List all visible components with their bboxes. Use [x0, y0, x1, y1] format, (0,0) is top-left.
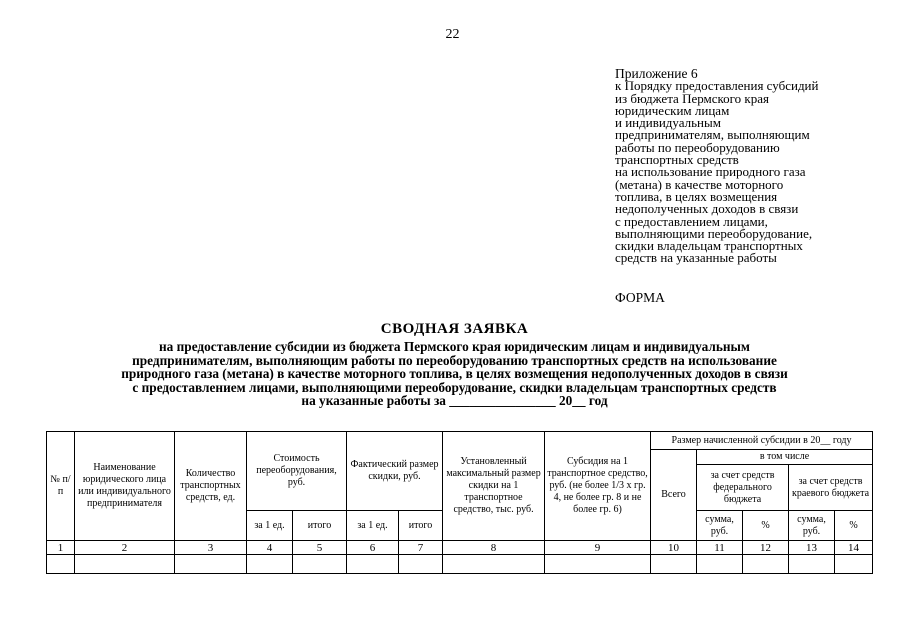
header-cost-per-unit: за 1 ед. [247, 511, 293, 541]
appendix-line: работы по переоборудованию [615, 139, 780, 155]
header-cost-total: итого [293, 511, 347, 541]
empty-cell [789, 555, 835, 574]
summary-table [46, 431, 873, 574]
page-number: 22 [445, 27, 460, 42]
header-max-discount: Установленный максимальный размер скидки на 1 транспортное средство, тыс. руб. [443, 432, 545, 541]
header-regional-sum: сумма, руб. [789, 511, 835, 541]
empty-cell [835, 555, 873, 574]
empty-cell [75, 555, 175, 574]
heading-line: с предоставлением лицами, выполняющими переоборудование, скидки владельцам транспортных средств [132, 379, 777, 395]
header-quantity: Количество транспортных средств, ед. [175, 432, 247, 541]
column-number: 6 [347, 541, 399, 555]
document-heading [40, 321, 869, 408]
appendix-line: предпринимателям, выполняющим [615, 127, 810, 143]
column-number: 4 [247, 541, 293, 555]
appendix-line: к Порядку предоставления субсидий [615, 78, 819, 94]
summary-table-wrapper [46, 431, 872, 574]
appendix-line: скидки владельцам транспортных [615, 238, 803, 254]
empty-cell [697, 555, 743, 574]
column-number: 3 [175, 541, 247, 555]
header-name: Наименование юридического лица или индивидуального предпринимателя [75, 432, 175, 541]
empty-cell [545, 555, 651, 574]
header-discount: Фактический размер скидки, руб. [347, 432, 443, 511]
appendix-line: (метана) в качестве моторного [615, 176, 784, 192]
header-cost: Стоимость переоборудования, руб. [247, 432, 347, 511]
column-number: 5 [293, 541, 347, 555]
empty-cell [47, 555, 75, 574]
column-number: 1 [47, 541, 75, 555]
header-accrued-subsidy: Размер начисленной субсидии в 20__ году [651, 432, 873, 450]
appendix-line: транспортных средств [615, 152, 739, 168]
appendix-line: на использование природного газа [615, 164, 806, 180]
heading-line: предпринимателям, выполняющим работы по переоборудованию транспортных средств на использование [132, 352, 777, 368]
heading-line: на предоставление субсидии из бюджета Пермского края юридическим лицам и индивидуальным [159, 339, 750, 354]
header-total: Всего [651, 450, 697, 541]
appendix-block [615, 68, 875, 304]
appendix-line: недополученных доходов в связи [615, 201, 799, 217]
header-regional-percent: % [835, 511, 873, 541]
column-number: 10 [651, 541, 697, 555]
appendix-line: топлива, в целях возмещения [615, 188, 778, 204]
header-federal: за счет средств федерального бюджета [697, 465, 789, 511]
appendix-line: выполняющими переоборудование, [615, 225, 813, 241]
appendix-line: и индивидуальным [615, 115, 721, 131]
empty-cell [347, 555, 399, 574]
header-federal-sum: сумма, руб. [697, 511, 743, 541]
heading-period: на указанные работы за ________________ 20__ год [301, 393, 608, 409]
document-title: СВОДНАЯ ЗАЯВКА [380, 321, 529, 337]
empty-cell [247, 555, 293, 574]
appendix-title: Приложение 6 [615, 66, 698, 81]
appendix-line: с предоставлением лицами, [615, 213, 768, 229]
column-number: 11 [697, 541, 743, 555]
table-row [47, 555, 873, 574]
header-discount-per-unit: за 1 ед. [347, 511, 399, 541]
form-label: ФОРМА [615, 289, 665, 305]
appendix-line: из бюджета Пермского края [615, 90, 770, 106]
appendix-line: юридическим лицам [615, 102, 730, 118]
empty-cell [651, 555, 697, 574]
column-number: 7 [399, 541, 443, 555]
column-number: 13 [789, 541, 835, 555]
column-number-row [47, 541, 873, 555]
header-federal-percent: % [743, 511, 789, 541]
column-number: 9 [545, 541, 651, 555]
header-including: в том числе [697, 450, 873, 465]
appendix-line: средств на указанные работы [615, 250, 777, 266]
empty-cell [743, 555, 789, 574]
empty-cell [293, 555, 347, 574]
header-subsidy: Субсидия на 1 транспортное средство, руб. (не более 1/3 х гр. 4, не более гр. 8 и не более гр. 6) [545, 432, 651, 541]
column-number: 8 [443, 541, 545, 555]
header-discount-total: итого [399, 511, 443, 541]
header-regional: за счет средств краевого бюджета [789, 465, 873, 511]
empty-cell [175, 555, 247, 574]
column-number: 2 [75, 541, 175, 555]
column-number: 12 [743, 541, 789, 555]
column-number: 14 [835, 541, 873, 555]
empty-cell [399, 555, 443, 574]
empty-cell [443, 555, 545, 574]
heading-line: природного газа (метана) в качестве моторного топлива, в целях возмещения недополученных доходов в связи [121, 366, 788, 382]
header-number: № п/п [47, 432, 75, 541]
